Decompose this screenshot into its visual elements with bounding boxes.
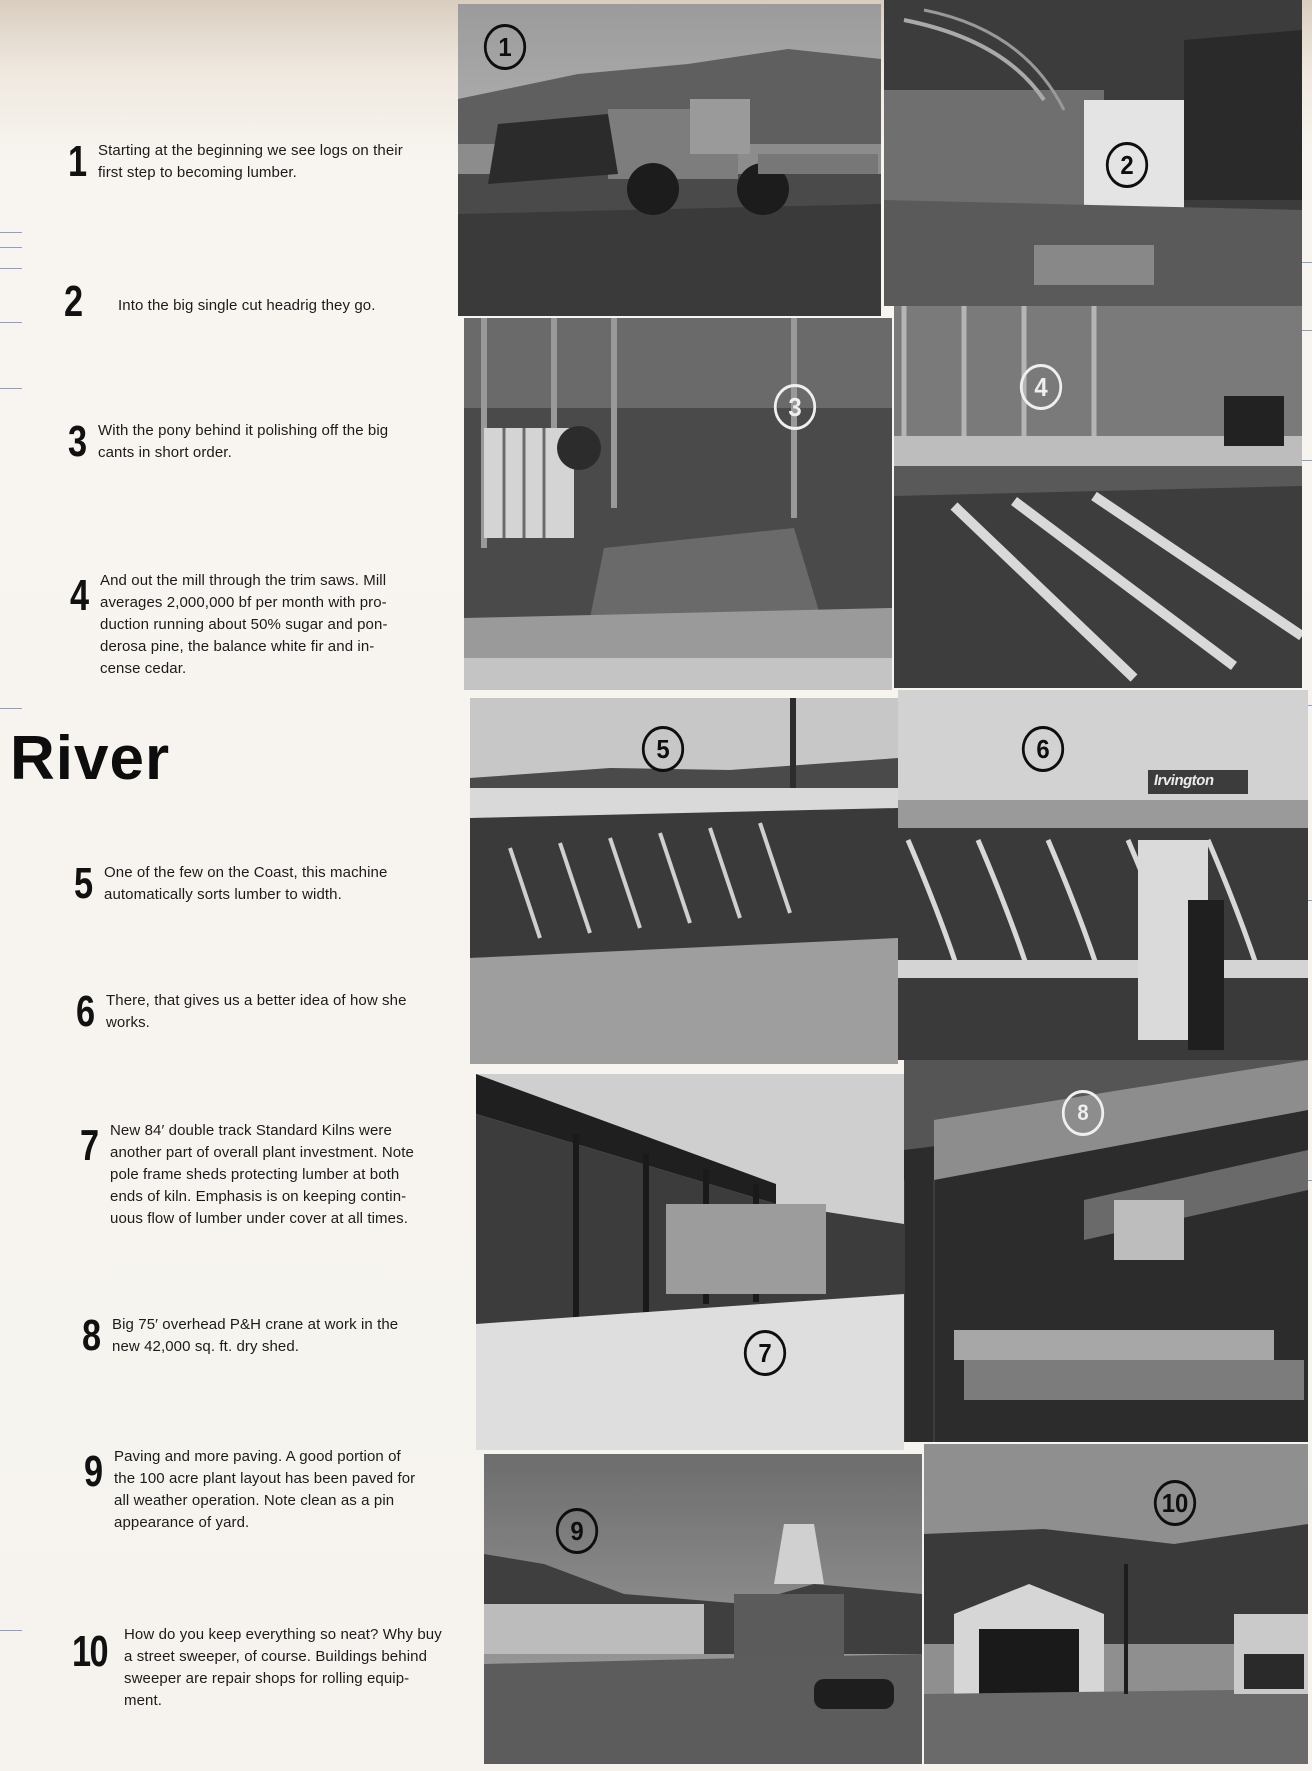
caption-text: One of the few on the Coast, this machine automatically sorts lumber to width. — [104, 864, 388, 903]
overhead-crane-photo — [904, 1060, 1308, 1442]
sorter-photo — [470, 698, 898, 1064]
caption-number: 9 — [84, 1447, 102, 1496]
sorter-closeup-photo — [898, 690, 1308, 1060]
pony-saw-photo — [464, 318, 892, 690]
caption-number: 8 — [82, 1311, 100, 1360]
caption-number: 7 — [80, 1121, 98, 1170]
caption-text: There, that gives us a better idea of how she works. — [106, 992, 407, 1031]
photo-number-badge: 7 — [744, 1330, 786, 1376]
caption-number: 4 — [70, 571, 88, 620]
caption-number: 10 — [72, 1627, 108, 1676]
caption-8 — [82, 1311, 452, 1360]
caption-4 — [70, 570, 440, 680]
caption-1 — [68, 137, 428, 186]
photo-number-badge: 8 — [1062, 1090, 1104, 1136]
log-loader-photo — [458, 4, 881, 316]
caption-number: 5 — [74, 859, 92, 908]
caption-number: 1 — [68, 137, 86, 186]
headrig-photo — [884, 0, 1302, 306]
caption-9 — [84, 1446, 454, 1534]
caption-2 — [64, 277, 444, 326]
trim-saws-photo — [894, 306, 1302, 688]
paved-yard-photo — [484, 1454, 922, 1764]
caption-10 — [72, 1624, 460, 1712]
caption-6 — [76, 987, 446, 1036]
caption-text: And out the mill through the trim saws. Mill averages 2,000,000 bf per month with pro- duction running about 50% sugar and pon- derosa pine, the balance white fir and in- cense cedar. — [100, 572, 388, 677]
caption-text: Into the big single cut headrig they go. — [118, 297, 376, 314]
caption-5 — [74, 859, 444, 908]
photo-number-badge: 2 — [1106, 142, 1148, 188]
caption-text: Big 75′ overhead P&H crane at work in the new 42,000 sq. ft. dry shed. — [112, 1316, 399, 1355]
article-heading: River — [10, 724, 171, 793]
caption-text: Starting at the beginning we see logs on their first step to becoming lumber. — [98, 142, 403, 181]
caption-text: New 84′ double track Standard Kilns were another part of overall plant investment. Note pole frame sheds protecting lumber at both ends of kiln. Emphasis is on keeping contin- uous flow of lumber under cover at all times. — [110, 1122, 414, 1227]
photo-number-badge: 1 — [484, 24, 526, 70]
caption-number: 6 — [76, 987, 94, 1036]
photo-number-badge: 6 — [1022, 726, 1064, 772]
photo-number-badge: 10 — [1154, 1480, 1196, 1526]
repair-shop-photo — [924, 1444, 1308, 1764]
irvington-sign: Irvington — [1152, 772, 1216, 789]
caption-text: With the pony behind it polishing off the big cants in short order. — [98, 422, 389, 461]
caption-number: 2 — [64, 277, 82, 326]
caption-number: 3 — [68, 417, 86, 466]
photo-number-badge: 9 — [556, 1508, 598, 1554]
photo-number-badge: 5 — [642, 726, 684, 772]
caption-text: Paving and more paving. A good portion of the 100 acre plant layout has been paved for all weather operation. Note clean as a pin appearance of yard. — [114, 1448, 416, 1531]
photo-number-badge: 4 — [1020, 364, 1062, 410]
caption-text: How do you keep everything so neat? Why buy a street sweeper, of course. Buildings behind sweeper are repair shops for rolling equip- ment. — [124, 1626, 442, 1709]
caption-7 — [80, 1120, 450, 1230]
caption-3 — [68, 417, 438, 466]
photo-number-badge: 3 — [774, 384, 816, 430]
kiln-shed-photo — [476, 1074, 904, 1450]
